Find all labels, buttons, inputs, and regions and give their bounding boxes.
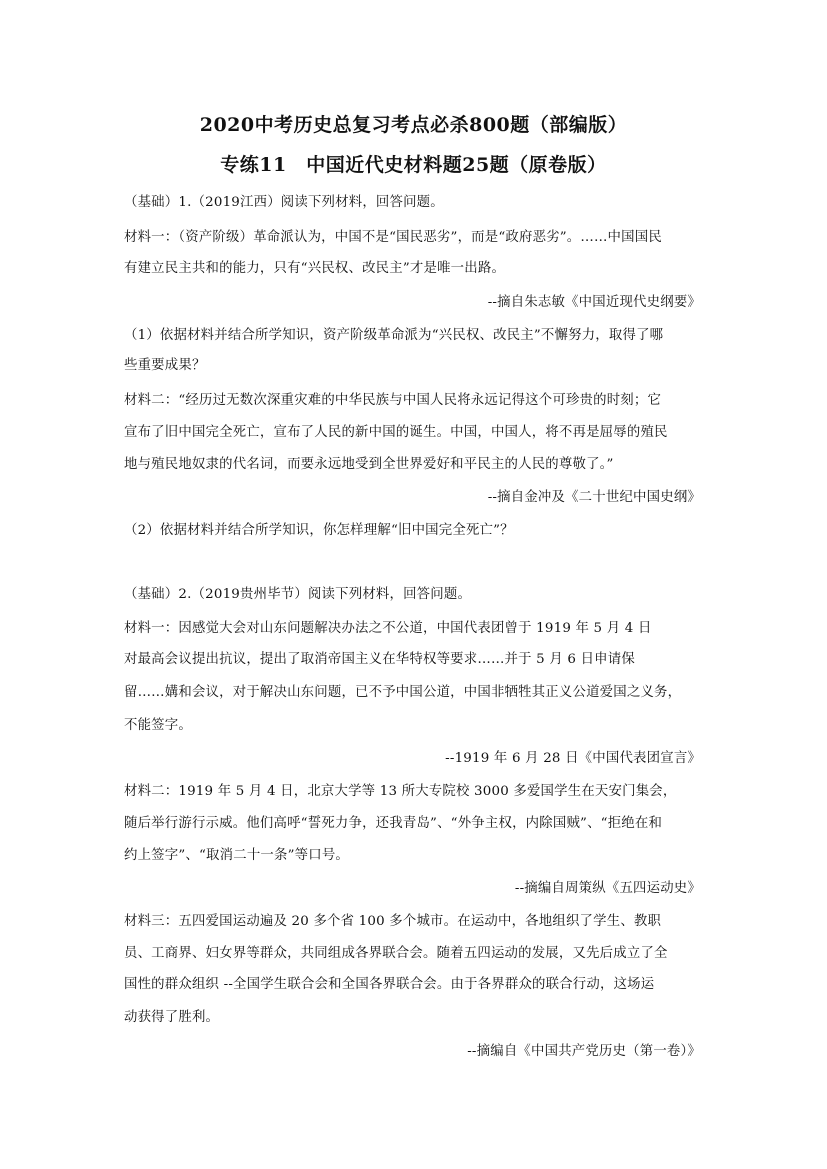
q1-question1-line: 些重要成果？ [124, 358, 206, 373]
q1-material2-line: 宣布了旧中国完全死亡，宣布了人民的新中国的诞生。中国，中国人，将不再是屈辱的殖民 [124, 425, 668, 440]
q1-material2-source: --摘自金冲及《二十世纪中国史纲》 [487, 490, 701, 505]
q2-material1-line: 对最高会议提出抗议，提出了取消帝国主义在华特权等要求……并于 5 月 6 日申请保 [124, 652, 635, 667]
q1-material1-line: 有建立民主共和的能力，只有“兴民权、改民主”才是唯一出路。 [124, 261, 506, 276]
document-title: 2020中考历史总复习考点必杀800题（部编版） [199, 114, 628, 136]
q2-material1-source: --1919 年 6 月 28 日《中国代表团宣言》 [445, 751, 701, 766]
q2-material1-line: 留……媾和会议，对于解决山东问题，已不予中国公道，中国非牺牲其正义公道爱国之义务， [124, 685, 682, 700]
q2-material3-line: 国性的群众组织 --全国学生联合会和全国各界联合会。由于各界群众的联合行动，这场运 [124, 977, 655, 992]
q2-material2-line: 约上签字”、“取消二十一条”等口号。 [124, 848, 349, 863]
q1-material1-source: --摘自朱志敏《中国近现代史纲要》 [487, 295, 701, 310]
q1-material1-line: 材料一：（资产阶级）革命派认为，中国不是“国民恶劣”，而是“政府恶劣”。……中国国民 [124, 230, 662, 245]
q2-material3-line: 材料三：五四爱国运动遍及 20 多个省 100 多个城市。在运动中，各地组织了学生、教职 [124, 914, 662, 929]
q1-question2-line: （2）依据材料并结合所学知识，你怎样理解“旧中国完全死亡”？ [124, 523, 514, 538]
q2-heading: （基础）2.（2019贵州毕节）阅读下列材料，回答问题。 [124, 587, 472, 602]
q2-material3-source: --摘编自《中国共产党历史（第一卷）》 [467, 1044, 701, 1059]
q1-heading: （基础）1.（2019江西）阅读下列材料，回答问题。 [124, 195, 444, 210]
q1-material2-line: 材料二：“经历过无数次深重灾难的中华民族与中国人民将永远记得这个可珍贵的时刻；它 [124, 393, 662, 408]
q2-material2-source: --摘编自周策纵《五四运动史》 [514, 881, 701, 896]
q2-material3-line: 动获得了胜利。 [124, 1010, 220, 1025]
q1-question1-line: （1）依据材料并结合所学知识，资产阶级革命派为“兴民权、改民主”不懈努力，取得了哪 [124, 328, 664, 343]
document-subtitle: 专练11 中国近代史材料题25题（原卷版） [220, 154, 607, 176]
q2-material2-line: 材料二：1919 年 5 月 4 日，北京大学等 13 所大专院校 3000 多爱国学生在天安门集会， [124, 784, 677, 799]
q2-material1-line: 不能签字。 [124, 718, 192, 733]
q2-material3-line: 员、工商界、妇女界等群众，共同组成各界联合会。随着五四运动的发展，又先后成立了全 [124, 946, 668, 961]
q2-material2-line: 随后举行游行示威。他们高呼“誓死力争，还我青岛”、“外争主权，内除国贼”、“拒绝在和 [124, 816, 663, 831]
q1-material2-line: 地与殖民地奴隶的代名词，而要永远地受到全世界爱好和平民主的人民的尊敬了。” [124, 457, 614, 472]
q2-material1-line: 材料一：因感觉大会对山东问题解决办法之不公道，中国代表团曾于 1919 年 5 月 4 日 [124, 621, 652, 636]
